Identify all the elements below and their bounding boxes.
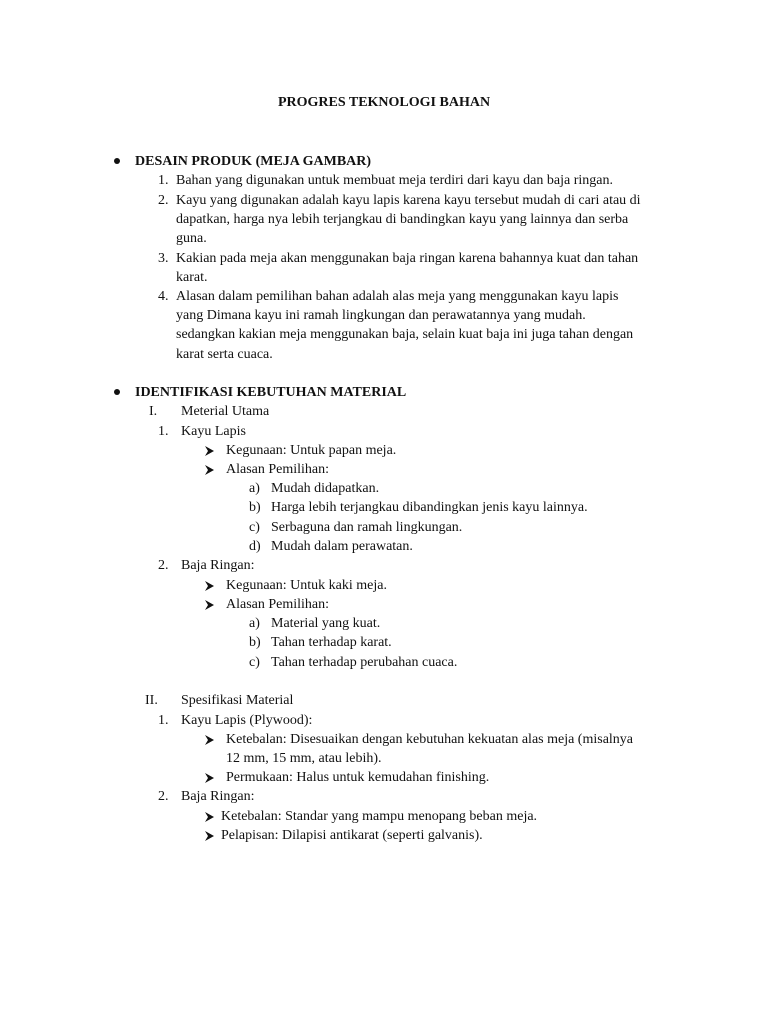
spec-text: 12 mm, 15 mm, atau lebih).: [226, 751, 382, 766]
list-number: 1.: [158, 713, 169, 728]
document-title: PROGRES TEKNOLOGI BAHAN: [277, 95, 491, 110]
list-item-text: Kakian pada meja akan menggunakan baja ringan karena bahannya kuat dan tahan: [176, 251, 639, 266]
list-item-text: Bahan yang digunakan untuk membuat meja terdiri dari kayu dan baja ringan.: [176, 173, 613, 188]
section1-heading: DESAIN PRODUK (MEJA GAMBAR): [135, 154, 372, 169]
letter-marker: a): [249, 616, 260, 631]
list-item-text: guna.: [176, 231, 207, 246]
bullet-icon: [114, 158, 120, 164]
arrow-bullet-icon: [203, 595, 216, 614]
arrow-bullet-icon: [203, 807, 216, 826]
letter-marker: b): [249, 635, 261, 650]
list-number: 1.: [158, 173, 169, 188]
letter-marker: c): [249, 520, 260, 535]
letter-marker: a): [249, 481, 260, 496]
reason-text: Tahan terhadap perubahan cuaca.: [271, 655, 458, 670]
list-item-text: karat.: [176, 270, 208, 285]
arrow-bullet-icon: [203, 826, 216, 845]
list-number: 2.: [158, 193, 169, 208]
arrow-bullet-icon: [203, 460, 216, 479]
list-number: 4.: [158, 289, 169, 304]
reason-text: Tahan terhadap karat.: [271, 635, 392, 650]
spec-text: Ketebalan: Disesuaikan dengan kebutuhan kekuatan alas meja (misalnya: [226, 732, 634, 747]
reason-text: Material yang kuat.: [271, 616, 381, 631]
bullet-icon: [114, 389, 120, 395]
list-item-text: dapatkan, harga nya lebih terjangkau di bandingkan kayu yang lainnya dan serba: [176, 212, 629, 227]
letter-marker: b): [249, 500, 261, 515]
usage-text: Kegunaan: Untuk papan meja.: [226, 443, 397, 458]
letter-marker: d): [249, 539, 261, 554]
arrow-bullet-icon: [203, 730, 216, 749]
arrow-bullet-icon: [203, 441, 216, 460]
usage-text: Kegunaan: Untuk kaki meja.: [226, 578, 387, 593]
material-label: Baja Ringan:: [181, 558, 255, 573]
material-label: Kayu Lapis (Plywood):: [181, 713, 313, 728]
letter-marker: c): [249, 655, 260, 670]
reason-text: Mudah didapatkan.: [271, 481, 380, 496]
subsection-heading: Meterial Utama: [181, 404, 270, 419]
spec-text: Permukaan: Halus untuk kemudahan finishing.: [226, 770, 490, 785]
reason-label: Alasan Pemilihan:: [226, 597, 330, 612]
list-number: 1.: [158, 424, 169, 439]
section2-heading: IDENTIFIKASI KEBUTUHAN MATERIAL: [135, 385, 407, 400]
list-number: 2.: [158, 558, 169, 573]
material-label: Kayu Lapis: [181, 424, 246, 439]
list-item-text: Kayu yang digunakan adalah kayu lapis karena kayu tersebut mudah di cari atau di: [176, 193, 641, 208]
arrow-bullet-icon: [203, 576, 216, 595]
reason-label: Alasan Pemilihan:: [226, 462, 330, 477]
reason-text: Harga lebih terjangkau dibandingkan jenis kayu lainnya.: [271, 500, 588, 515]
material-label: Baja Ringan:: [181, 789, 255, 804]
subsection-heading: Spesifikasi Material: [181, 693, 294, 708]
roman-numeral: II.: [145, 693, 158, 708]
list-number: 2.: [158, 789, 169, 804]
spec-text: Pelapisan: Dilapisi antikarat (seperti galvanis).: [221, 828, 483, 843]
reason-text: Serbaguna dan ramah lingkungan.: [271, 520, 463, 535]
list-item-text: yang Dimana kayu ini ramah lingkungan dan perawatannya yang mudah.: [176, 308, 586, 323]
spec-text: Ketebalan: Standar yang mampu menopang beban meja.: [221, 809, 538, 824]
arrow-bullet-icon: [203, 768, 216, 787]
list-item-text: Alasan dalam pemilihan bahan adalah alas meja yang menggunakan kayu lapis: [176, 289, 619, 304]
list-number: 3.: [158, 251, 169, 266]
reason-text: Mudah dalam perawatan.: [271, 539, 413, 554]
list-item-text: karat serta cuaca.: [176, 347, 273, 362]
roman-numeral: I.: [149, 404, 158, 419]
list-item-text: sedangkan kakian meja menggunakan baja, selain kuat baja ini juga tahan dengan: [176, 327, 634, 342]
